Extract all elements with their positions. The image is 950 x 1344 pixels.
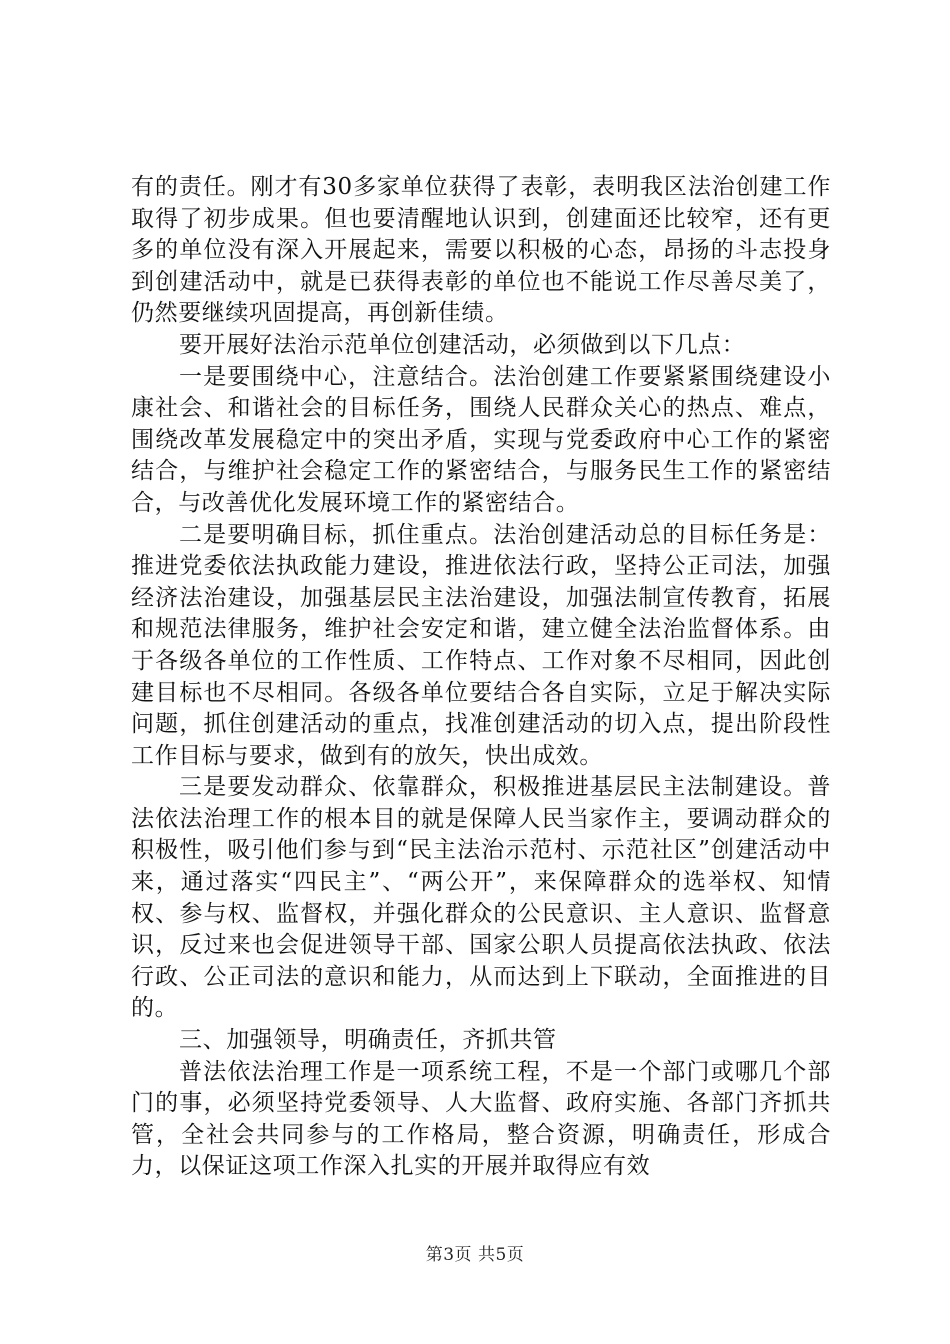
paragraph-point-two: 二是要明确目标，抓住重点。法治创建活动总的目标任务是：推进党委依法执政能力建设，推进依法行政，坚持公正司法，加强经济法治建设，加强基层民主法治建设，加强法制宣传教育，拓展和规范法律服务，维护社会安定和谐，建立健全法治监督体系。由于各级各单位的工作性质、工作特点、工作对象不尽相同，因此创建目标也不尽相同。各级各单位要结合各自实际，立足于解决实际问题，抓住创建活动的重点，找准创建活动的切入点，提出阶段性工作目标与要求，做到有的放矢，快出成效。 — [131, 521, 831, 769]
paragraph-section-body: 普法依法治理工作是一项系统工程，不是一个部门或哪几个部门的事，必须坚持党委领导、人大监督、政府实施、各部门齐抓共管，全社会共同参与的工作格局，整合资源，明确责任，形成合力，以保证这项工作深入扎实的开展并取得应有效 — [131, 1058, 831, 1180]
paragraph-intro-points: 要开展好法治示范单位创建活动，必须做到以下几点： — [179, 331, 746, 358]
paragraph-point-three: 三是要发动群众、依靠群众，积极推进基层民主法制建设。普法依法治理工作的根本目的就是保障人民当家作主，要调动群众的积极性，吸引他们参与到“民主法治示范村、示范社区”创建活动中来，通过落实“四民主”、“两公开”，来保障群众的选举权、知情权、参与权、监督权，并强化群众的公民意识、主人意识、监督意识，反过来也会促进领导干部、国家公职人员提高依法执政、依法行政、公正司法的意识和能力，从而达到上下联动，全面推进的目的。 — [131, 774, 831, 1022]
document-body — [131, 172, 831, 1183]
paragraph-point-one: 一是要围绕中心，注意结合。法治创建工作要紧紧围绕建设小康社会、和谐社会的目标任务，围绕人民群众关心的热点、难点，围绕改革发展稳定中的突出矛盾，实现与党委政府中心工作的紧密结合，与维护社会稳定工作的紧密结合，与服务民生工作的紧密结合，与改善优化发展环境工作的紧密结合。 — [131, 363, 831, 516]
section-heading: 三、加强领导，明确责任，齐抓共管 — [179, 1027, 557, 1054]
paragraph-continued: 有的责任。刚才有30多家单位获得了表彰，表明我区法治创建工作取得了初步成果。但也要清醒地认识到，创建面还比较窄，还有更多的单位没有深入开展起来，需要以积极的心态，昂扬的斗志投身到创建活动中，就是已获得表彰的单位也不能说工作尽善尽美了，仍然要继续巩固提高，再创新佳绩。 — [131, 174, 831, 327]
page-number-footer: 第3页 共5页 — [425, 1245, 525, 1265]
